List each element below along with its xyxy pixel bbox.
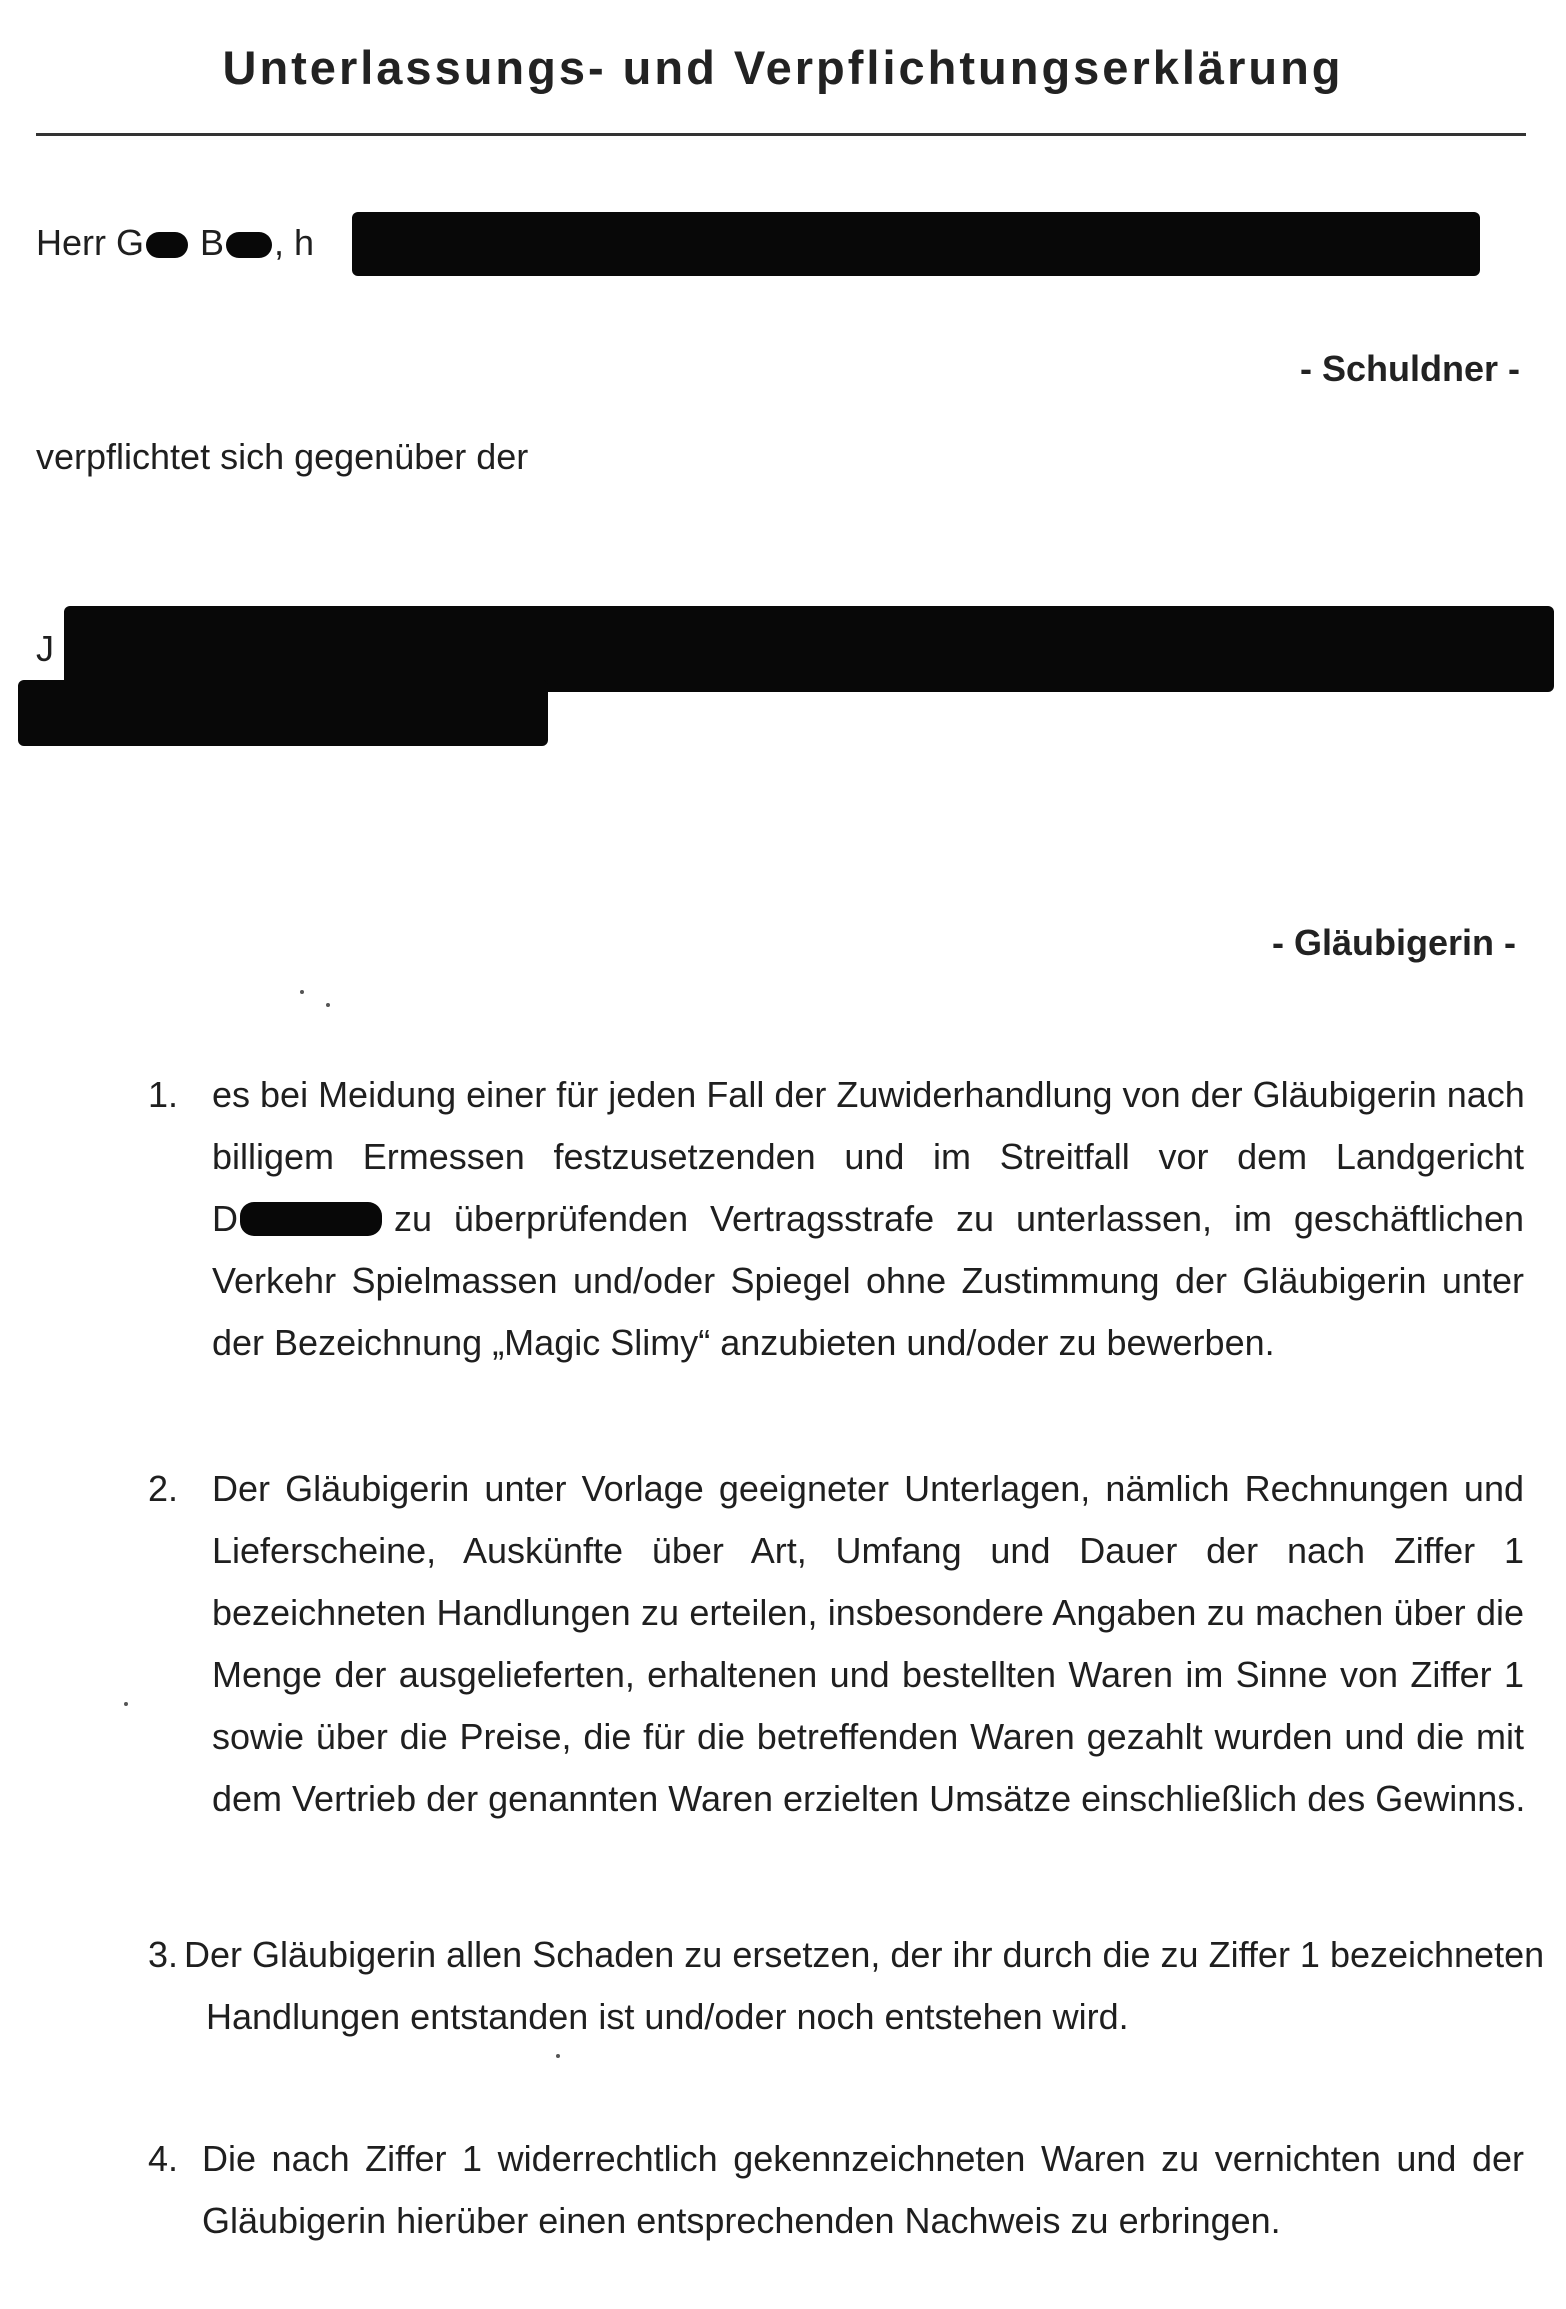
list-item-number: 2.	[148, 1468, 179, 1509]
redaction-block	[18, 680, 548, 746]
list-item-line: Der Gläubigerin allen Schaden zu ersetzen, der ihr durch die zu Ziffer 1 bezeichneten	[184, 1934, 1545, 1975]
scan-speck	[556, 2054, 560, 2058]
creditor-role-label: - Gläubigerin -	[1271, 922, 1516, 963]
debtor-after: , h	[274, 222, 315, 263]
list-item-line: Lieferscheine, Auskünfte über Art, Umfang und Dauer der nach Ziffer 1	[212, 1530, 1524, 1571]
redaction-block	[352, 212, 1480, 276]
list-item-number: 1.	[148, 1074, 179, 1115]
debtor-prefix: Herr G	[36, 222, 144, 263]
debtor-role-label: - Schuldner -	[1299, 348, 1520, 389]
document-title: Unterlassungs- und Verpflichtungserklärung	[222, 41, 1344, 94]
list-item-line: der Bezeichnung „Magic Slimy“ anzubieten und/oder zu bewerben.	[212, 1322, 1275, 1363]
list-item-line	[212, 1188, 1524, 1250]
intro-text: verpflichtet sich gegenüber der	[36, 436, 529, 477]
list-item-1	[148, 1064, 1524, 1444]
list-item-line: Verkehr Spielmassen und/oder Spiegel ohne Zustimmung der Gläubigerin unter	[212, 1260, 1524, 1301]
list-item-line-rest: zu überprüfenden Vertragsstrafe zu unterlassen, im geschäftlichen	[394, 1198, 1524, 1239]
list-item-line: bezeichneten Handlungen zu erteilen, insbesondere Angaben zu machen über die	[212, 1592, 1524, 1633]
list-item-line: Gläubigerin hierüber einen entsprechenden Nachweis zu erbringen.	[202, 2200, 1281, 2241]
list-item-2	[148, 1458, 1524, 1858]
court-location-prefix: D	[212, 1198, 238, 1239]
list-item-line: dem Vertrieb der genannten Waren erzielten Umsätze einschließlich des Gewinns.	[212, 1778, 1526, 1819]
scan-speck	[300, 990, 304, 994]
title-underline	[36, 133, 1526, 136]
list-item-line: Die nach Ziffer 1 widerrechtlich gekennzeichneten Waren zu vernichten und der	[202, 2138, 1524, 2179]
list-item-line: Der Gläubigerin unter Vorlage geeigneter Unterlagen, nämlich Rechnungen und	[212, 1468, 1524, 1509]
list-item-3	[148, 1924, 1545, 2064]
list-item-line: Menge der ausgelieferten, erhaltenen und bestellten Waren im Sinne von Ziffer 1	[212, 1654, 1524, 1695]
scan-speck	[326, 1003, 330, 1007]
debtor-mid: B	[190, 222, 225, 263]
list-item-number: 3.	[148, 1934, 179, 1975]
debtor-line	[36, 222, 314, 264]
scan-speck	[124, 1702, 128, 1706]
creditor-prefix: J	[36, 628, 54, 669]
list-item-line: billigem Ermessen festzusetzenden und im Streitfall vor dem Landgericht	[212, 1136, 1524, 1177]
list-item-line: sowie über die Preise, die für die betreffenden Waren gezahlt wurden und die mit	[212, 1716, 1524, 1757]
list-item-line: es bei Meidung einer für jeden Fall der Zuwiderhandlung von der Gläubigerin nach	[212, 1074, 1525, 1115]
redaction-mark	[240, 1202, 382, 1236]
list-item-number: 4.	[148, 2138, 179, 2179]
list-item-line: Handlungen entstanden ist und/oder noch entstehen wird.	[206, 1996, 1129, 2037]
list-item-4	[148, 2128, 1524, 2268]
redaction-mark	[146, 232, 188, 258]
redaction-mark	[226, 232, 272, 258]
